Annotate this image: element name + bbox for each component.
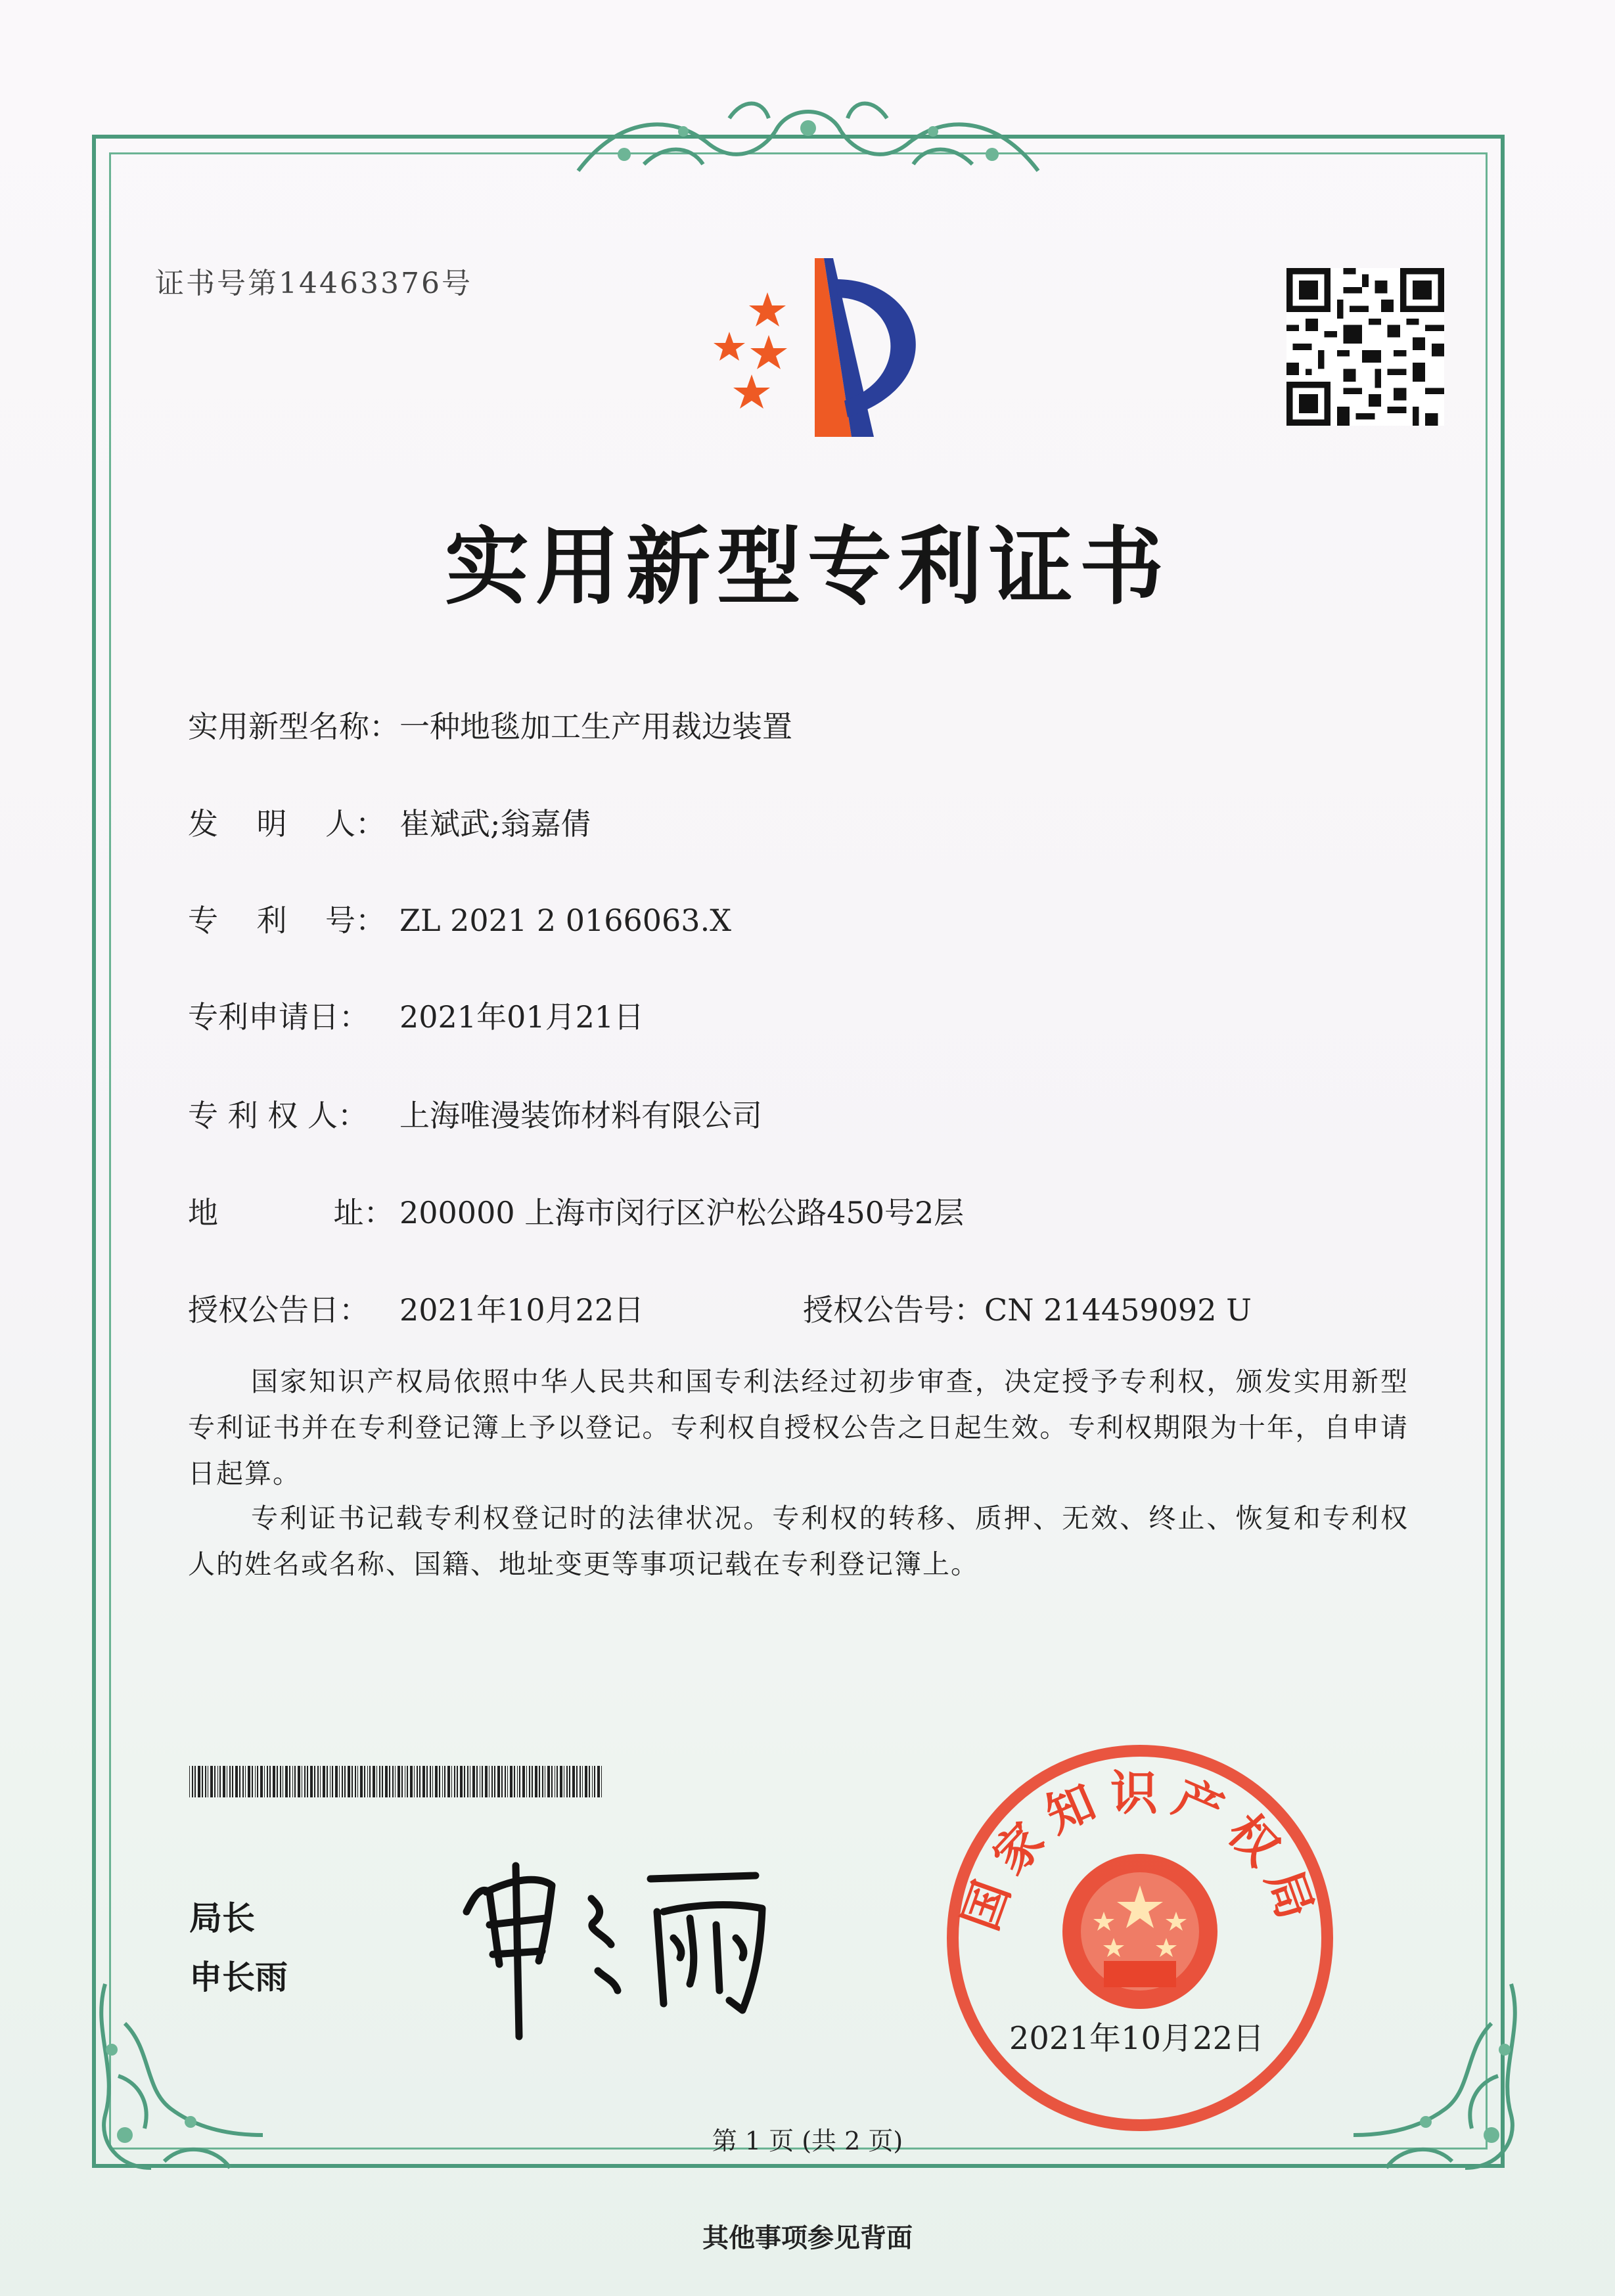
barcode-bar bbox=[292, 1766, 293, 1797]
barcode-bar bbox=[355, 1766, 356, 1797]
certificate-number: 证书号第14463376号 bbox=[155, 267, 472, 300]
barcode-bar bbox=[260, 1766, 263, 1797]
barcode-bar bbox=[576, 1766, 578, 1797]
footer-note: 其他事项参见背面 bbox=[702, 2222, 913, 2253]
field-value: 一种地毯加工生产用裁边装置 bbox=[399, 709, 792, 744]
barcode-bar bbox=[401, 1766, 403, 1797]
barcode-bar bbox=[472, 1766, 475, 1797]
barcode-bar bbox=[264, 1766, 265, 1797]
field-publication-number bbox=[803, 1286, 1252, 1330]
barcode-bar bbox=[248, 1766, 250, 1797]
barcode-bar bbox=[410, 1766, 413, 1797]
barcode-bar bbox=[505, 1766, 506, 1797]
field-label: 地 址： bbox=[188, 1195, 394, 1230]
barcode-bar bbox=[432, 1766, 433, 1797]
field-address bbox=[188, 1189, 964, 1232]
barcode-bar bbox=[317, 1766, 319, 1797]
barcode-bar bbox=[482, 1766, 483, 1797]
barcode-bar bbox=[510, 1766, 512, 1797]
barcode-bar bbox=[235, 1766, 238, 1797]
seal-text: 国家知识产权局 bbox=[952, 1765, 1328, 1937]
barcode-bar bbox=[352, 1766, 353, 1797]
barcode-bar bbox=[464, 1766, 465, 1797]
barcode-bar bbox=[535, 1766, 537, 1797]
barcode-bar bbox=[392, 1766, 394, 1797]
barcode-bar bbox=[357, 1766, 358, 1797]
barcode-bar bbox=[551, 1766, 553, 1797]
field-value: 200000 上海市闵行区沪松公路450号2层 bbox=[399, 1195, 965, 1230]
barcode-bar bbox=[257, 1766, 258, 1797]
barcode-bar bbox=[360, 1766, 363, 1797]
director-name: 申长雨 bbox=[189, 1958, 288, 1996]
barcode-bar bbox=[419, 1766, 421, 1797]
barcode-bar bbox=[344, 1766, 346, 1797]
barcode-bar bbox=[417, 1766, 418, 1797]
barcode bbox=[189, 1766, 603, 1797]
field-value: CN 214459092 U bbox=[984, 1292, 1252, 1328]
barcode-bar bbox=[252, 1766, 253, 1797]
field-label: 实用新型名称： bbox=[188, 709, 399, 744]
field-label: 专利申请日： bbox=[188, 999, 369, 1035]
barcode-bar bbox=[255, 1766, 256, 1797]
barcode-bar bbox=[454, 1766, 455, 1797]
barcode-bar bbox=[597, 1766, 600, 1797]
statement-paragraph-1: 国家知识产权局依照中华人民共和国专利法经过初步审查，决定授予专利权，颁发实用新型专利证书并在专利登记簿上予以登记。专利权自授权公告之日起生效。专利权期限为十年，自申请日起算。 bbox=[188, 1366, 1409, 1489]
barcode-bar bbox=[379, 1766, 380, 1797]
barcode-bar bbox=[594, 1766, 595, 1797]
barcode-bar bbox=[422, 1766, 425, 1797]
field-value: ZL 2021 2 0166063.X bbox=[399, 903, 731, 938]
official-seal bbox=[936, 1734, 1344, 2142]
field-value: 2021年10月22日 bbox=[399, 1292, 645, 1328]
barcode-bar bbox=[323, 1766, 325, 1797]
barcode-bar bbox=[214, 1766, 216, 1797]
barcode-bar bbox=[314, 1766, 315, 1797]
barcode-bar bbox=[205, 1766, 206, 1797]
barcode-bar bbox=[373, 1766, 375, 1797]
barcode-bar bbox=[192, 1766, 193, 1797]
field-value: 2021年01月21日 bbox=[399, 999, 645, 1035]
barcode-bar bbox=[494, 1766, 495, 1797]
barcode-bar bbox=[332, 1766, 333, 1797]
barcode-bar bbox=[442, 1766, 443, 1797]
barcode-bar bbox=[382, 1766, 383, 1797]
barcode-bar bbox=[601, 1766, 602, 1797]
barcode-bar bbox=[327, 1766, 328, 1797]
barcode-bar bbox=[289, 1766, 290, 1797]
barcode-bar bbox=[342, 1766, 343, 1797]
barcode-bar bbox=[348, 1766, 350, 1797]
barcode-bar bbox=[217, 1766, 218, 1797]
barcode-bar bbox=[519, 1766, 520, 1797]
barcode-bar bbox=[339, 1766, 340, 1797]
seal-date: 2021年10月22日 bbox=[1009, 2020, 1265, 2057]
field-label: 专 利 号： bbox=[188, 903, 386, 938]
barcode-bar bbox=[539, 1766, 540, 1797]
barcode-bar bbox=[219, 1766, 221, 1797]
field-label: 专 利 权 人： bbox=[188, 1098, 368, 1133]
field-inventor bbox=[188, 800, 591, 844]
barcode-bar bbox=[585, 1766, 587, 1797]
barcode-bar bbox=[285, 1766, 288, 1797]
barcode-bar bbox=[582, 1766, 583, 1797]
top-ornament bbox=[565, 92, 1051, 191]
field-label: 发 明 人： bbox=[188, 806, 386, 842]
cnipa-logo bbox=[683, 253, 933, 450]
director-title: 局长 bbox=[189, 1899, 255, 1937]
field-label: 授权公告号： bbox=[803, 1292, 984, 1328]
barcode-bar bbox=[517, 1766, 518, 1797]
barcode-bar bbox=[239, 1766, 240, 1797]
barcode-bar bbox=[407, 1766, 408, 1797]
certificate-title: 实用新型专利证书 bbox=[444, 518, 1170, 616]
barcode-bar bbox=[491, 1766, 493, 1797]
barcode-bar bbox=[307, 1766, 308, 1797]
barcode-bar bbox=[245, 1766, 246, 1797]
barcode-bar bbox=[229, 1766, 231, 1797]
qr-code bbox=[1286, 268, 1444, 426]
barcode-bar bbox=[444, 1766, 445, 1797]
barcode-bar bbox=[447, 1766, 450, 1797]
barcode-bar bbox=[501, 1766, 503, 1797]
barcode-bar bbox=[557, 1766, 558, 1797]
barcode-bar bbox=[320, 1766, 321, 1797]
barcode-bar bbox=[451, 1766, 452, 1797]
page-number: 第 1 页 (共 2 页) bbox=[712, 2127, 903, 2155]
barcode-bar bbox=[532, 1766, 533, 1797]
barcode-bar bbox=[529, 1766, 530, 1797]
barcode-bar bbox=[277, 1766, 278, 1797]
barcode-bar bbox=[514, 1766, 515, 1797]
field-value: 上海唯漫装饰材料有限公司 bbox=[399, 1098, 762, 1133]
barcode-bar bbox=[507, 1766, 508, 1797]
barcode-bar bbox=[194, 1766, 196, 1797]
barcode-bar bbox=[572, 1766, 575, 1797]
barcode-bar bbox=[439, 1766, 440, 1797]
barcode-bar bbox=[430, 1766, 431, 1797]
barcode-bar bbox=[414, 1766, 415, 1797]
barcode-bar bbox=[298, 1766, 300, 1797]
field-patent-number bbox=[188, 897, 731, 940]
barcode-bar bbox=[547, 1766, 550, 1797]
barcode-bar bbox=[335, 1766, 338, 1797]
barcode-bar bbox=[457, 1766, 458, 1797]
barcode-bar bbox=[232, 1766, 233, 1797]
barcode-bar bbox=[273, 1766, 275, 1797]
field-filing-date bbox=[188, 993, 644, 1037]
barcode-bar bbox=[223, 1766, 225, 1797]
barcode-bar bbox=[294, 1766, 296, 1797]
barcode-bar bbox=[592, 1766, 593, 1797]
barcode-bar bbox=[435, 1766, 438, 1797]
field-value: 崔斌武;翁嘉倩 bbox=[399, 806, 591, 842]
barcode-bar bbox=[398, 1766, 400, 1797]
barcode-bar bbox=[202, 1766, 203, 1797]
barcode-bar bbox=[376, 1766, 377, 1797]
barcode-bar bbox=[369, 1766, 371, 1797]
barcode-bar bbox=[485, 1766, 488, 1797]
barcode-bar bbox=[395, 1766, 396, 1797]
barcode-bar bbox=[364, 1766, 365, 1797]
barcode-bar bbox=[280, 1766, 281, 1797]
barcode-bar bbox=[460, 1766, 463, 1797]
barcode-bar bbox=[497, 1766, 500, 1797]
barcode-bar bbox=[242, 1766, 244, 1797]
barcode-bar bbox=[526, 1766, 527, 1797]
barcode-bar bbox=[467, 1766, 468, 1797]
statement-paragraph-2: 专利证书记载专利权登记时的法律状况。专利权的转移、质押、无效、终止、恢复和专利权人的姓名或名称、国籍、地址变更等事项记载在专利登记簿上。 bbox=[188, 1502, 1409, 1580]
barcode-bar bbox=[367, 1766, 368, 1797]
barcode-bar bbox=[310, 1766, 313, 1797]
barcode-bar bbox=[385, 1766, 388, 1797]
barcode-bar bbox=[476, 1766, 478, 1797]
barcode-bar bbox=[210, 1766, 213, 1797]
barcode-bar bbox=[589, 1766, 590, 1797]
barcode-bar bbox=[198, 1766, 200, 1797]
barcode-bar bbox=[560, 1766, 562, 1797]
barcode-bar bbox=[569, 1766, 570, 1797]
director-signature bbox=[453, 1839, 808, 2050]
field-publication-date bbox=[188, 1286, 644, 1330]
barcode-bar bbox=[304, 1766, 306, 1797]
barcode-bar bbox=[189, 1766, 190, 1797]
barcode-bar bbox=[566, 1766, 568, 1797]
field-label: 授权公告日： bbox=[188, 1292, 369, 1328]
barcode-bar bbox=[269, 1766, 271, 1797]
barcode-bar bbox=[542, 1766, 543, 1797]
barcode-bar bbox=[522, 1766, 525, 1797]
barcode-bar bbox=[426, 1766, 428, 1797]
field-utility-model-name bbox=[188, 703, 792, 746]
barcode-bar bbox=[267, 1766, 268, 1797]
field-patentee bbox=[188, 1092, 762, 1135]
barcode-bar bbox=[580, 1766, 581, 1797]
barcode-bar bbox=[389, 1766, 390, 1797]
